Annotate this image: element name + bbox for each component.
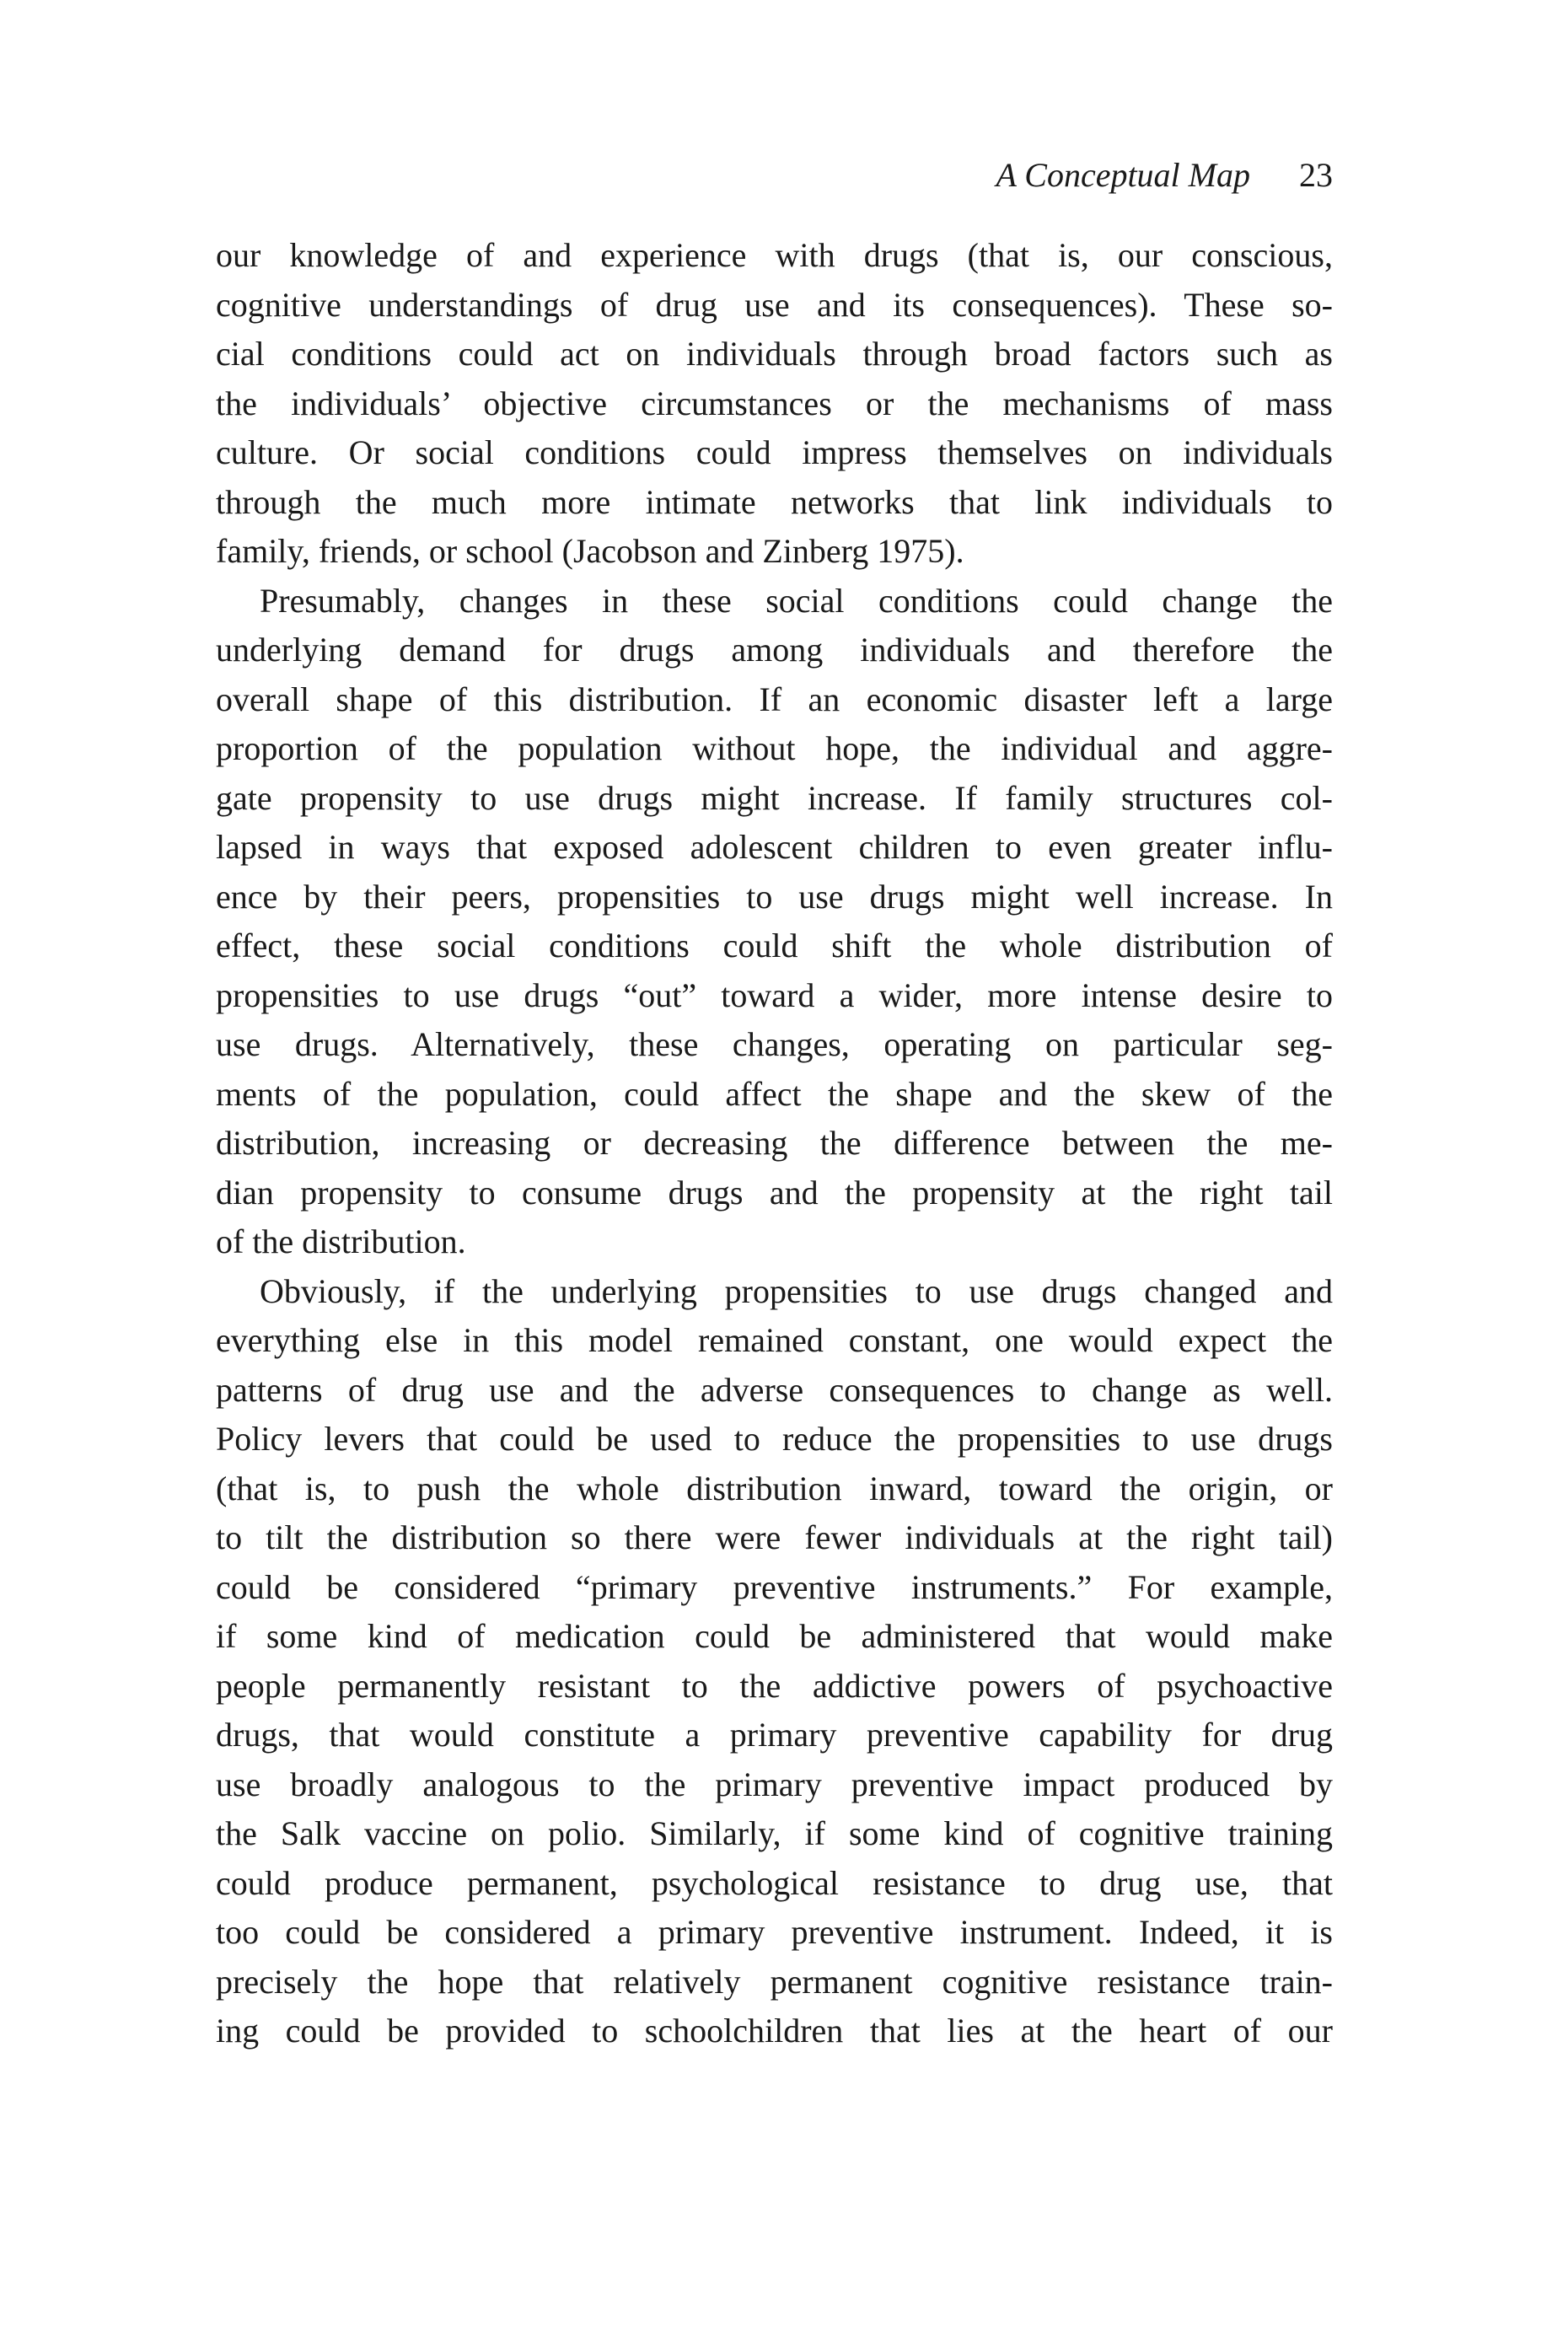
text-line: dian propensity to consume drugs and the propensity at the right tail [216,1173,1333,1212]
text-line: through the much more intimate networks that link individuals to [216,482,1333,521]
text-line: patterns of drug use and the adverse consequences to change as well. [216,1370,1333,1409]
text-line: ence by their peers, propensities to use drugs might well increase. In [216,877,1333,916]
text-line: overall shape of this distribution. If an economic disaster left a large [216,680,1333,718]
text-line: Policy levers that could be used to reduce the propensities to use drugs [216,1420,1333,1458]
text-line: cognitive understandings of drug use and its consequences). These so- [216,285,1333,324]
text-line: people permanently resistant to the addictive powers of psychoactive [216,1666,1333,1705]
text-line: use drugs. Alternatively, these changes, operating on particular seg- [216,1025,1333,1063]
text-line: Obviously, if the underlying propensities to use drugs changed and [260,1271,1333,1310]
text-line: proportion of the population without hope, the individual and aggre- [216,729,1333,767]
text-line: gate propensity to use drugs might increase. If family structures col- [216,778,1333,817]
text-line: effect, these social conditions could shift the whole distribution of [216,927,1333,964]
text-line: ments of the population, could affect the shape and the skew of the [216,1074,1333,1113]
text-line: distribution, increasing or decreasing the difference between the me- [216,1124,1333,1162]
text-line: of the distribution. [216,1222,466,1260]
body-text [216,231,1333,2056]
text-line: to tilt the distribution so there were fewer individuals at the right tail) [216,1518,1333,1556]
running-title: A Conceptual Map [996,156,1250,194]
running-head [216,150,1333,201]
text-line: family, friends, or school (Jacobson and Zinberg 1975). [216,532,964,570]
text-line: could produce permanent, psychological resistance to drug use, that [216,1863,1333,1902]
text-line: could be considered “primary preventive instruments.” For example, [216,1567,1333,1606]
text-line: ing could be provided to schoolchildren that lies at the heart of our [216,2012,1333,2050]
text-line: too could be considered a primary preventive instrument. Indeed, it is [216,1913,1333,1951]
text-line: (that is, to push the whole distribution inward, toward the origin, or [216,1469,1333,1507]
text-line: the individuals’ objective circumstances or the mechanisms of mass [216,384,1333,422]
text-line: lapsed in ways that exposed adolescent children to even greater influ- [216,828,1333,866]
text-line: precisely the hope that relatively permanent cognitive resistance train- [216,1962,1333,2001]
text-line: cial conditions could act on individuals through broad factors such as [216,335,1333,373]
text-line: use broadly analogous to the primary preventive impact produced by [216,1765,1333,1803]
text-line: propensities to use drugs “out” toward a wider, more intense desire to [216,975,1333,1014]
text-line: everything else in this model remained constant, one would expect the [216,1321,1333,1359]
text-line: underlying demand for drugs among individuals and therefore the [216,631,1333,669]
text-line: the Salk vaccine on polio. Similarly, if some kind of cognitive training [216,1814,1333,1852]
text-line: if some kind of medication could be administered that would make [216,1617,1333,1655]
text-line: Presumably, changes in these social conditions could change the [260,581,1333,620]
text-line: culture. Or social conditions could impress themselves on individuals [216,433,1333,471]
text-line: drugs, that would constitute a primary preventive capability for drug [216,1716,1333,1754]
text-line: our knowledge of and experience with drugs (that is, our conscious, [216,236,1333,274]
page-number: 23 [1299,156,1333,194]
